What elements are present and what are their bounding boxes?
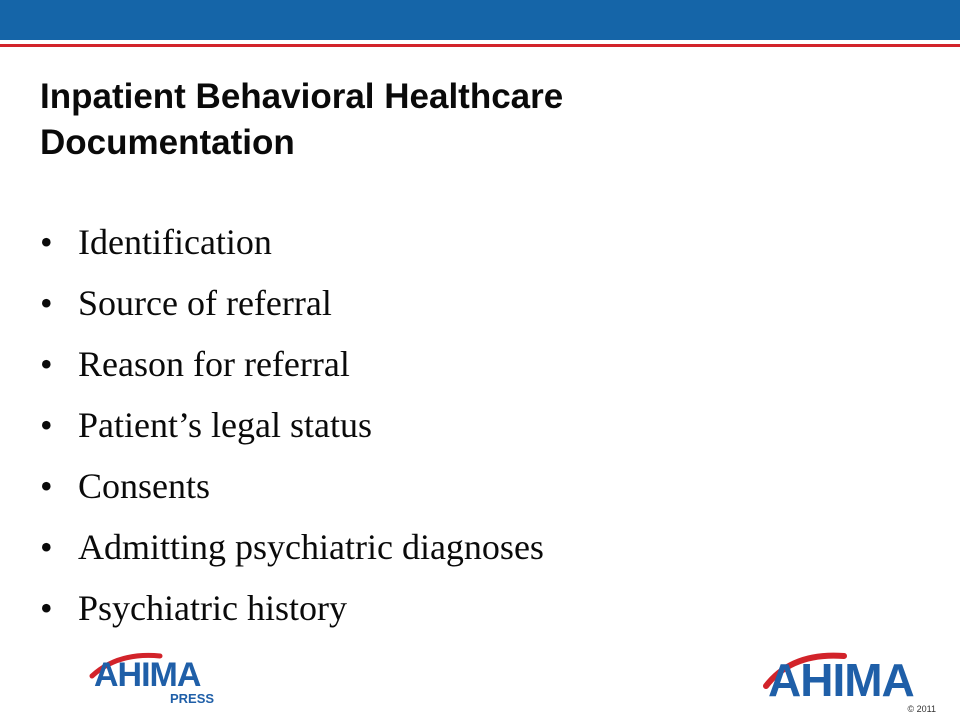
bullet-text: Patient’s legal status [78,405,372,445]
logo-subtext: PRESS [170,691,215,706]
bullet-text: Psychiatric history [78,588,347,628]
header-bar [0,0,960,40]
bullet-item [40,219,544,280]
bullet-dot: • [40,222,53,262]
logo-wordmark: AHIMA [768,654,914,704]
bullet-item [40,463,544,524]
bullet-dot: • [40,283,53,323]
bullet-text: Source of referral [78,283,332,323]
logo-wordmark: AHIMA [94,656,201,694]
bullet-dot: • [40,405,53,445]
copyright-text: © 2011 [907,704,936,714]
bullet-text: Admitting psychiatric diagnoses [78,527,544,567]
slide-title-line-2: Documentation [40,123,295,162]
bullet-item [40,585,544,646]
bullet-dot: • [40,344,53,384]
slide-title-line-1: Inpatient Behavioral Healthcare [40,77,564,116]
bullet-dot: • [40,466,53,506]
header-accent-line [0,44,960,47]
bullet-item [40,280,544,341]
bullet-text: Consents [78,466,211,506]
bullet-item [40,341,544,402]
bullet-text: Reason for referral [78,344,350,384]
bullet-list [40,219,544,646]
bullet-text: Identification [78,222,272,262]
bullet-dot: • [40,588,53,628]
ahima-press-logo [88,646,238,706]
bullet-item [40,402,544,463]
bullet-dot: • [40,527,53,567]
slide-title [40,74,920,166]
bullet-item [40,524,544,585]
ahima-logo [760,646,940,704]
